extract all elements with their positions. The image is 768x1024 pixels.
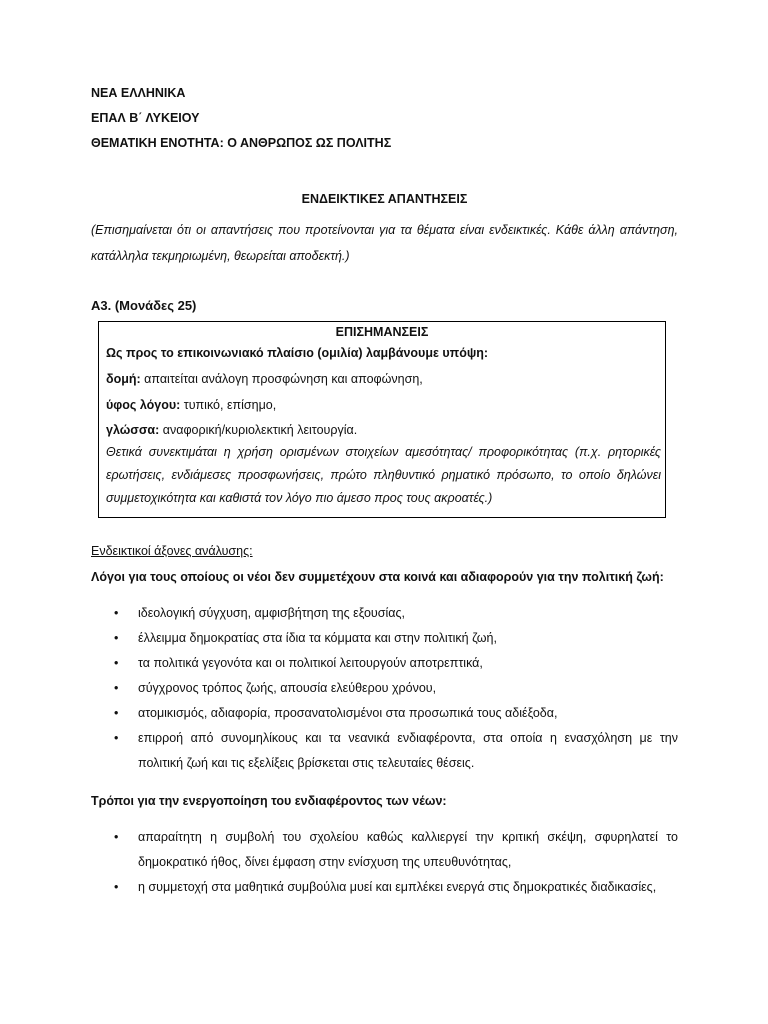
ways-heading: Τρόποι για την ενεργοποίηση του ενδιαφέροντος των νέων: — [91, 794, 447, 808]
remarks-box — [98, 321, 666, 518]
remarks-intro: Ως προς το επικοινωνιακό πλαίσιο (ομιλία) λαμβάνουμε υπόψη: — [106, 346, 489, 360]
ways-list — [91, 825, 678, 900]
list-item: • η συμμετοχή στα μαθητικά συμβούλια μυεί και εμπλέκει ενεργά στις δημοκρατικές διαδικασίες, — [91, 875, 678, 900]
remarks-italic-note: Θετικά συνεκτιμάται η χρήση ορισμένων στοιχείων αμεσότητας/ προφορικότητας (π.χ. ρητορικές ερωτήσεις, ενδιάμεσες προσφωνήσεις, πρώτο πληθυντικό ρηματικό πρόσωπο, το οποίο δηλώνει συμμετοχικότητα και καθιστά τον λόγο πιο άμεσο προς τους ακροατές.) — [106, 445, 661, 505]
bullet-icon: • — [114, 656, 119, 670]
bullet-icon: • — [114, 731, 119, 745]
bullet-icon: • — [114, 606, 119, 620]
intro-note: (Επισημαίνεται ότι οι απαντήσεις που προτείνονται για τα θέματα είναι ενδεικτικές. Κάθε άλλη απάντηση, κατάλληλα τεκμηριωμένη, θεωρείται αποδεκτή.) — [91, 223, 678, 263]
bullet-icon: • — [114, 706, 119, 720]
remarks-language: γλώσσα: αναφορική/κυριολεκτική λειτουργία. — [106, 423, 358, 437]
bullet-icon: • — [114, 830, 119, 844]
remarks-structure: δομή: απαιτείται ανάλογη προσφώνηση και αποφώνηση, — [106, 372, 423, 386]
remarks-box-title: ΕΠΙΣΗΜΑΝΣΕΙΣ — [335, 325, 429, 339]
remarks-style: ύφος λόγου: τυπικό, επίσημο, — [106, 398, 277, 412]
bullet-icon: • — [114, 681, 119, 695]
section-a3-heading: Α3. (Μονάδες 25) — [91, 298, 197, 313]
list-item: • επιρροή από συνομηλίκους και τα νεανικά ενδιαφέροντα, στα οποία η ενασχόληση με την πολιτική ζωή και τις εξελίξεις βρίσκεται στις τελευταίες θέσεις. — [91, 726, 678, 776]
reasons-heading: Λόγοι για τους οποίους οι νέοι δεν συμμετέχουν στα κοινά και αδιαφορούν για την πολιτική ζωή: — [91, 570, 664, 584]
header-subject: ΝΕΑ ΕΛΛΗΝΙΚΑ — [91, 86, 186, 100]
reasons-list — [91, 601, 678, 776]
list-item: • έλλειμμα δημοκρατίας στα ίδια τα κόμματα και στην πολιτική ζωή, — [91, 626, 678, 651]
list-item: • ατομικισμός, αδιαφορία, προσανατολισμένοι στα προσωπικά τους αδιέξοδα, — [91, 701, 678, 726]
list-item: • ιδεολογική σύγχυση, αμφισβήτηση της εξουσίας, — [91, 601, 678, 626]
analysis-axes-heading: Ενδεικτικοί άξονες ανάλυσης: — [91, 544, 253, 558]
list-item: • τα πολιτικά γεγονότα και οι πολιτικοί λειτουργούν αποτρεπτικά, — [91, 651, 678, 676]
header-school: ΕΠΑΛ Β΄ ΛΥΚΕΙΟΥ — [91, 111, 200, 125]
list-item: • σύγχρονος τρόπος ζωής, απουσία ελεύθερου χρόνου, — [91, 676, 678, 701]
header-unit: ΘΕΜΑΤΙΚΗ ΕΝΟΤΗΤΑ: Ο ΑΝΘΡΩΠΟΣ ΩΣ ΠΟΛΙΤΗΣ — [91, 136, 392, 150]
bullet-icon: • — [114, 631, 119, 645]
bullet-icon: • — [114, 880, 119, 894]
document-title: ΕΝΔΕΙΚΤΙΚΕΣ ΑΠΑΝΤΗΣΕΙΣ — [301, 192, 468, 206]
list-item: • απαραίτητη η συμβολή του σχολείου καθώς καλλιεργεί την κριτική σκέψη, σφυρηλατεί το δημοκρατικό ήθος, δίνει έμφαση στην ενίσχυση της υπευθυνότητας, — [91, 825, 678, 875]
